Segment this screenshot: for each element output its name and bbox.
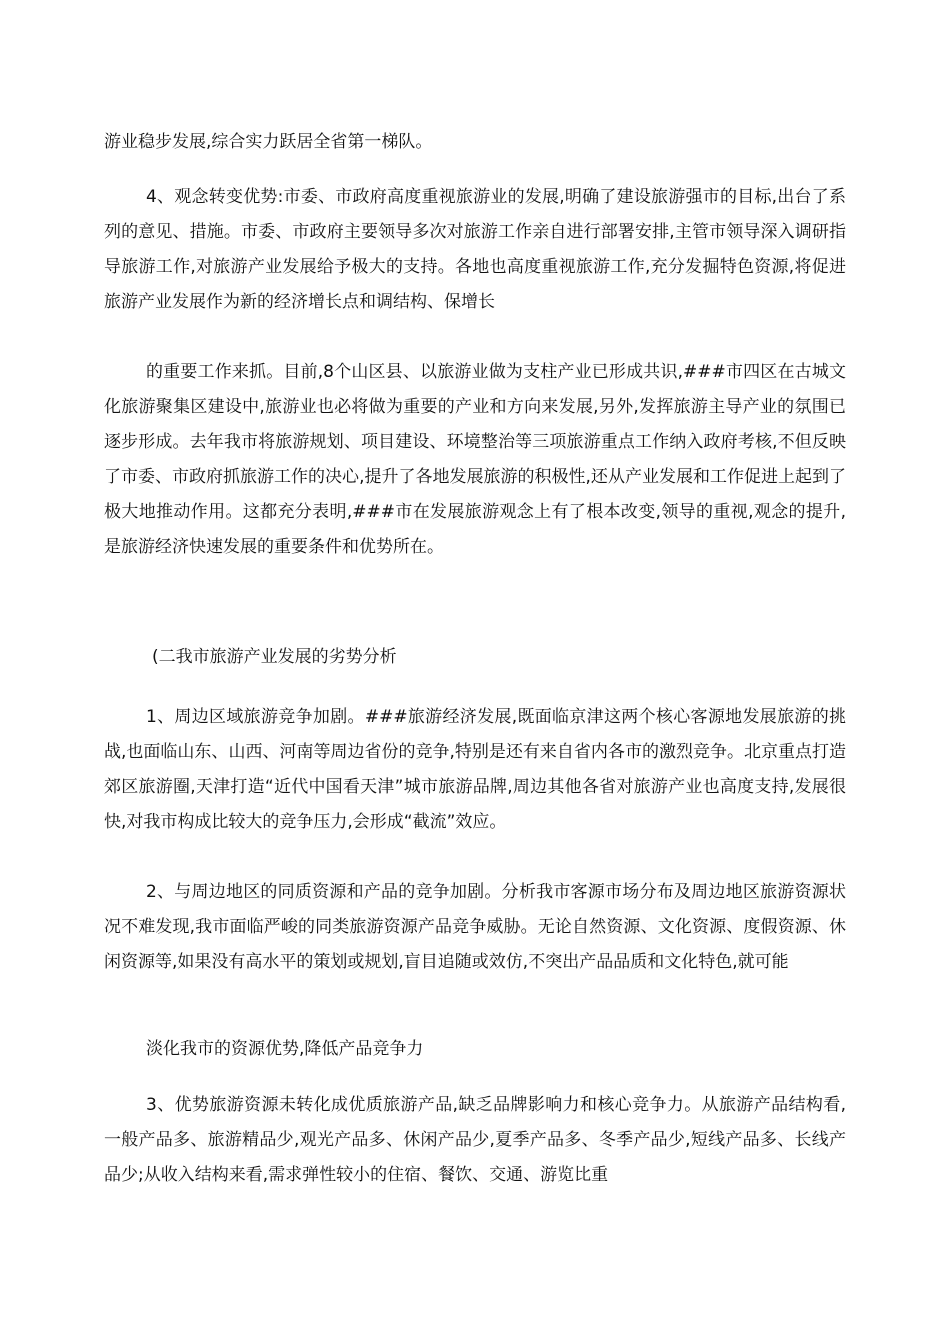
section-heading-disadvantages: (二我市旅游产业发展的劣势分析 bbox=[152, 647, 397, 667]
paragraph-concept-advantage-continued: 的重要工作来抓。目前,8个山区县、以旅游业做为支柱产业已形成共识,###市四区在古城文化旅游聚集区建设中,旅游业也必将做为重要的产业和方向来发展,另外,发挥旅游主导产业的氛围已逐步形成。去年我市将旅游规划、项目建设、环境整治等三项旅游重点工作纳入政府考核,不但反映了市委、市政府抓旅游工作的决心,提升了各地发展旅游的积极性,还从产业发展和工作促进上起到了极大地推动作用。这都充分表明,###市在发展旅游观念上有了根本改变,领导的重视,观念的提升,是旅游经济快速发展的重要条件和优势所在。 bbox=[104, 362, 846, 557]
paragraph-product-conversion: 3、优势旅游资源未转化成优质旅游产品,缺乏品牌影响力和核心竞争力。从旅游产品结构看,一般产品多、旅游精品少,观光产品多、休闲产品少,夏季产品多、冬季产品少,短线产品多、长线产品少;从收入结构来看,需求弹性较小的住宿、餐饮、交通、游览比重 bbox=[104, 1095, 846, 1185]
paragraph-weakened-advantage: 淡化我市的资源优势,降低产品竞争力 bbox=[146, 1039, 424, 1059]
paragraph-continuation: 游业稳步发展,综合实力跃居全省第一梯队。 bbox=[104, 132, 433, 152]
paragraph-concept-advantage: 4、观念转变优势:市委、市政府高度重视旅游业的发展,明确了建设旅游强市的目标,出台了系列的意见、措施。市委、市政府主要领导多次对旅游工作亲自进行部署安排,主管市领导深入调研指导旅游工作,对旅游产业发展给予极大的支持。各地也高度重视旅游工作,充分发掘特色资源,将促进旅游产业发展作为新的经济增长点和调结构、保增长 bbox=[104, 187, 846, 312]
paragraph-regional-competition: 1、周边区域旅游竞争加剧。###旅游经济发展,既面临京津这两个核心客源地发展旅游的挑战,也面临山东、山西、河南等周边省份的竞争,特别是还有来自省内各市的激烈竞争。北京重点打造郊区旅游圈,天津打造“近代中国看天津”城市旅游品牌,周边其他各省对旅游产业也高度支持,发展很快,对我市构成比较大的竞争压力,会形成“截流”效应。 bbox=[104, 707, 846, 832]
paragraph-homogeneous-competition: 2、与周边地区的同质资源和产品的竞争加剧。分析我市客源市场分布及周边地区旅游资源状况不难发现,我市面临严峻的同类旅游资源产品竞争威胁。无论自然资源、文化资源、度假资源、休闲资源等,如果没有高水平的策划或规划,盲目追随或效仿,不突出产品品质和文化特色,就可能 bbox=[104, 882, 846, 972]
